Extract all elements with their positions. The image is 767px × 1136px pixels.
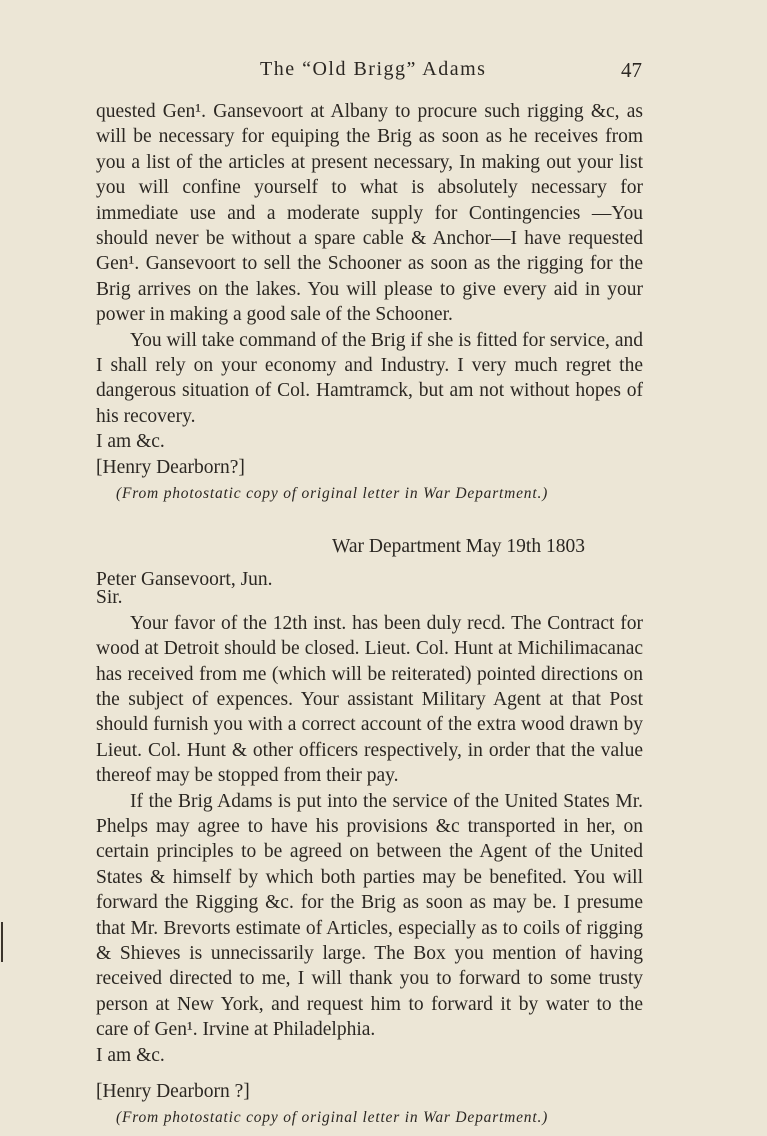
page-header [96, 58, 646, 88]
page-number: 47 [621, 58, 642, 82]
letter-2-signature: [Henry Dearborn ?] [96, 1081, 250, 1103]
running-title: The “Old Brigg” Adams [260, 58, 487, 80]
letter-2-recipient: Peter Gansevoort, Jun. [96, 568, 273, 590]
letter-2-paragraph-2: If the Brig Adams is put into the service of the United States Mr. Phelps may agree to have his provisions &c transported in her, on certain principles to be agreed on between the Agent of the United States & himself by which both parties may be benefited. You will forward the Rigging &c. for the Brig as soon as may be. I presume that Mr. Brevorts estimate of Articles, especially as to coils of rigging & Shieves is unnecissarily large. The Box you mention of having received directed to me, I will thank you to forward to some trusty person at New York, and request him to forward it by water to the care of Gen¹. Irvine at Philadelphia. [96, 790, 643, 1041]
letter-1-signature: [Henry Dearborn?] [96, 456, 245, 478]
letter-1 [96, 99, 643, 507]
letter-2-paragraph-1: Your favor of the 12th inst. has been duly recd. The Contract for wood at Detroit should be closed. Lieut. Col. Hunt at Michilimacanac has received from me (which will be reiterated) pointed directions on the subject of expences. Your assistant Military Agent at that Post should furnish you with a correct account of the extra wood drawn by Lieut. Col. Hunt & other officers respectively, in order that the value thereof may be stopped from their pay. [96, 612, 643, 787]
letter-2-salutation: Sir. [96, 587, 123, 609]
letter-2-source-note: (From photostatic copy of original letter in War Department.) [116, 1109, 549, 1127]
margin-mark [1, 922, 3, 962]
letter-1-source-note: (From photostatic copy of original letter in War Department.) [116, 485, 549, 503]
letter-2 [96, 534, 643, 1131]
page-body [96, 99, 643, 1131]
letter-2-closing: I am &c. [96, 1044, 165, 1066]
letter-1-closing: I am &c. [96, 431, 165, 453]
letter-2-dateline: War Department May 19th 1803 [332, 535, 585, 557]
letter-1-paragraph-2: You will take command of the Brig if she is fitted for service, and I shall rely on your economy and Industry. I very much regret the dangerous situation of Col. Hamtramck, but am not without hopes of his recovery. [96, 329, 643, 427]
letter-1-paragraph-1: quested Gen¹. Gansevoort at Albany to procure such rigging &c, as will be necessary for equiping the Brig as soon as he receives from you a list of the articles at present necessary, In making out your list you will confine yourself to what is absolutely necessary for immediate use and a moderate supply for Contingencies —You should never be without a spare cable & Anchor—I have requested Gen¹. Gansevoort to sell the Schooner as soon as the rigging for the Brig arrives on the lakes. You will please to give every aid in your power in making a good sale of the Schooner. [96, 101, 643, 326]
